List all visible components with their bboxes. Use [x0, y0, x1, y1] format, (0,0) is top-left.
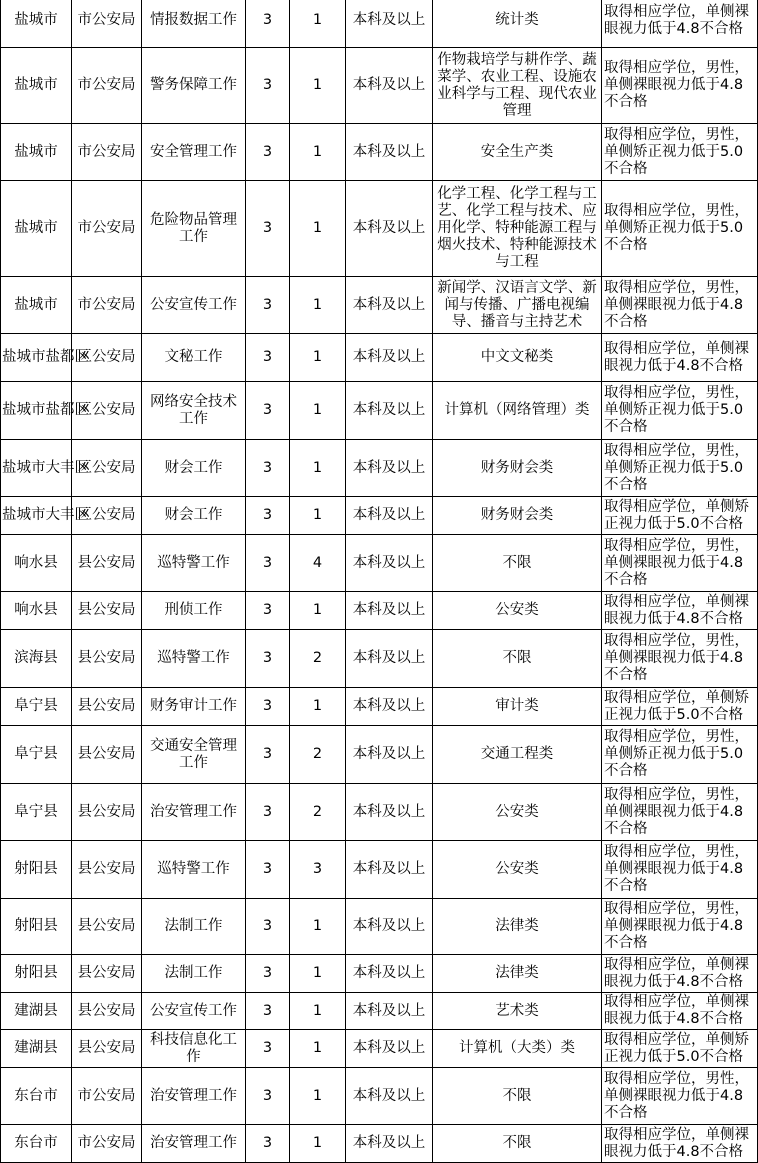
remark-cell: 取得相应学位，男性，单侧矫正视力低于5.0不合格: [602, 382, 758, 440]
unit-cell: 市公安局: [72, 277, 142, 334]
education-cell: 本科及以上: [346, 592, 433, 630]
exam-category-cell: 3: [246, 382, 290, 440]
position-cell: 巡特警工作: [142, 535, 246, 592]
table-row: [1, 955, 758, 993]
city-cell: 建湖县: [1, 1030, 72, 1068]
table-row: [1, 726, 758, 784]
exam-category-cell: 3: [246, 277, 290, 334]
city-cell: 东台市: [1, 1068, 72, 1125]
unit-cell: 市公安局: [72, 181, 142, 277]
remark-cell: 取得相应学位，男性，单侧裸眼视力低于4.8不合格: [602, 48, 758, 124]
remark-cell: 取得相应学位，男性，单侧裸眼视力低于4.8不合格: [602, 784, 758, 841]
recruit-count-cell: 1: [290, 1125, 346, 1163]
education-cell: 本科及以上: [346, 535, 433, 592]
table-row: [1, 1030, 758, 1068]
recruit-count-cell: 1: [290, 899, 346, 955]
education-cell: 本科及以上: [346, 382, 433, 440]
table-row: [1, 535, 758, 592]
remark-cell: 取得相应学位，单侧矫正视力低于5.0不合格: [602, 1030, 758, 1068]
major-cell: 不限: [433, 1125, 602, 1163]
unit-cell: 区公安局: [72, 334, 142, 382]
unit-cell: 县公安局: [72, 899, 142, 955]
major-cell: 公安类: [433, 592, 602, 630]
major-cell: 作物栽培学与耕作学、蔬菜学、农业工程、设施农业科学与工程、现代农业管理: [433, 48, 602, 124]
position-cell: 财会工作: [142, 440, 246, 497]
exam-category-cell: 3: [246, 955, 290, 993]
exam-category-cell: 3: [246, 0, 290, 48]
major-cell: 审计类: [433, 688, 602, 726]
table-row: [1, 993, 758, 1030]
remark-cell: 取得相应学位，单侧裸眼视力低于4.8不合格: [602, 993, 758, 1030]
recruit-count-cell: 1: [290, 955, 346, 993]
position-cell: 财会工作: [142, 497, 246, 535]
position-cell: 法制工作: [142, 899, 246, 955]
education-cell: 本科及以上: [346, 784, 433, 841]
education-cell: 本科及以上: [346, 1068, 433, 1125]
recruit-count-cell: 1: [290, 334, 346, 382]
remark-cell: 取得相应学位，男性，单侧矫正视力低于5.0不合格: [602, 124, 758, 181]
major-cell: 公安类: [433, 784, 602, 841]
position-cell: 安全管理工作: [142, 124, 246, 181]
position-cell: 治安管理工作: [142, 1125, 246, 1163]
exam-category-cell: 3: [246, 726, 290, 784]
exam-category-cell: 3: [246, 440, 290, 497]
table-row: [1, 124, 758, 181]
city-cell: 盐城市大丰区: [1, 497, 72, 535]
city-cell: 射阳县: [1, 955, 72, 993]
recruit-count-cell: 1: [290, 0, 346, 48]
city-cell: 响水县: [1, 535, 72, 592]
position-cell: 公安宣传工作: [142, 993, 246, 1030]
major-cell: 法律类: [433, 899, 602, 955]
education-cell: 本科及以上: [346, 726, 433, 784]
exam-category-cell: 3: [246, 993, 290, 1030]
major-cell: 化学工程、化学工程与工艺、化学工程与技术、应用化学、特种能源工程与烟火技术、特种能源技术与工程: [433, 181, 602, 277]
major-cell: 公安类: [433, 841, 602, 899]
major-cell: 新闻学、汉语言文学、新闻与传播、广播电视编导、播音与主持艺术: [433, 277, 602, 334]
major-cell: 计算机（网络管理）类: [433, 382, 602, 440]
unit-cell: 县公安局: [72, 726, 142, 784]
table-row: [1, 440, 758, 497]
exam-category-cell: 3: [246, 1125, 290, 1163]
recruit-count-cell: 1: [290, 497, 346, 535]
city-cell: 盐城市: [1, 0, 72, 48]
recruit-count-cell: 1: [290, 124, 346, 181]
recruit-count-cell: 2: [290, 630, 346, 688]
education-cell: 本科及以上: [346, 0, 433, 48]
education-cell: 本科及以上: [346, 955, 433, 993]
recruit-count-cell: 1: [290, 181, 346, 277]
education-cell: 本科及以上: [346, 899, 433, 955]
major-cell: 安全生产类: [433, 124, 602, 181]
city-cell: 响水县: [1, 592, 72, 630]
exam-category-cell: 3: [246, 497, 290, 535]
position-cell: 交通安全管理工作: [142, 726, 246, 784]
remark-cell: 取得相应学位，单侧裸眼视力低于4.8不合格: [602, 955, 758, 993]
position-cell: 治安管理工作: [142, 1068, 246, 1125]
major-cell: 不限: [433, 630, 602, 688]
remark-cell: 取得相应学位，男性，单侧矫正视力低于5.0不合格: [602, 181, 758, 277]
position-cell: 刑侦工作: [142, 592, 246, 630]
education-cell: 本科及以上: [346, 630, 433, 688]
unit-cell: 市公安局: [72, 1125, 142, 1163]
table-row: [1, 0, 758, 48]
remark-cell: 取得相应学位，单侧矫正视力低于5.0不合格: [602, 688, 758, 726]
table-row: [1, 784, 758, 841]
recruit-count-cell: 1: [290, 688, 346, 726]
education-cell: 本科及以上: [346, 277, 433, 334]
education-cell: 本科及以上: [346, 440, 433, 497]
city-cell: 盐城市盐都区: [1, 382, 72, 440]
position-cell: 法制工作: [142, 955, 246, 993]
recruit-count-cell: 1: [290, 277, 346, 334]
remark-cell: 取得相应学位，男性，单侧矫正视力低于5.0不合格: [602, 440, 758, 497]
remark-cell: 取得相应学位，男性，单侧裸眼视力低于4.8不合格: [602, 899, 758, 955]
remark-cell: 取得相应学位，单侧裸眼视力低于4.8不合格: [602, 334, 758, 382]
unit-cell: 市公安局: [72, 0, 142, 48]
city-cell: 阜宁县: [1, 726, 72, 784]
position-cell: 财务审计工作: [142, 688, 246, 726]
city-cell: 滨海县: [1, 630, 72, 688]
unit-cell: 县公安局: [72, 630, 142, 688]
major-cell: 统计类: [433, 0, 602, 48]
remark-cell: 取得相应学位，单侧矫正视力低于5.0不合格: [602, 497, 758, 535]
education-cell: 本科及以上: [346, 497, 433, 535]
recruit-count-cell: 1: [290, 440, 346, 497]
major-cell: 财务财会类: [433, 440, 602, 497]
exam-category-cell: 3: [246, 899, 290, 955]
exam-category-cell: 3: [246, 535, 290, 592]
remark-cell: 取得相应学位，男性，单侧裸眼视力低于4.8不合格: [602, 277, 758, 334]
unit-cell: 县公安局: [72, 688, 142, 726]
table-row: [1, 277, 758, 334]
city-cell: 盐城市: [1, 124, 72, 181]
exam-category-cell: 3: [246, 48, 290, 124]
education-cell: 本科及以上: [346, 181, 433, 277]
table-row: [1, 382, 758, 440]
education-cell: 本科及以上: [346, 334, 433, 382]
position-cell: 科技信息化工作: [142, 1030, 246, 1068]
table-row: [1, 592, 758, 630]
city-cell: 盐城市: [1, 48, 72, 124]
exam-category-cell: 3: [246, 630, 290, 688]
city-cell: 射阳县: [1, 841, 72, 899]
city-cell: 盐城市大丰区: [1, 440, 72, 497]
unit-cell: 县公安局: [72, 1030, 142, 1068]
position-cell: 巡特警工作: [142, 630, 246, 688]
recruit-count-cell: 2: [290, 784, 346, 841]
position-cell: 危险物品管理工作: [142, 181, 246, 277]
education-cell: 本科及以上: [346, 1125, 433, 1163]
table-row: [1, 497, 758, 535]
remark-cell: 取得相应学位，单侧裸眼视力低于4.8不合格: [602, 0, 758, 48]
remark-cell: 取得相应学位，男性，单侧裸眼视力低于4.8不合格: [602, 630, 758, 688]
city-cell: 盐城市: [1, 181, 72, 277]
remark-cell: 取得相应学位，单侧裸眼视力低于4.8不合格: [602, 1125, 758, 1163]
recruit-count-cell: 3: [290, 841, 346, 899]
position-cell: 文秘工作: [142, 334, 246, 382]
exam-category-cell: 3: [246, 124, 290, 181]
exam-category-cell: 3: [246, 1030, 290, 1068]
unit-cell: 市公安局: [72, 1068, 142, 1125]
exam-category-cell: 3: [246, 181, 290, 277]
recruit-count-cell: 2: [290, 726, 346, 784]
unit-cell: 县公安局: [72, 955, 142, 993]
major-cell: 不限: [433, 535, 602, 592]
exam-category-cell: 3: [246, 592, 290, 630]
position-cell: 情报数据工作: [142, 0, 246, 48]
city-cell: 东台市: [1, 1125, 72, 1163]
city-cell: 盐城市盐都区: [1, 334, 72, 382]
recruit-count-cell: 1: [290, 592, 346, 630]
education-cell: 本科及以上: [346, 688, 433, 726]
recruit-count-cell: 1: [290, 48, 346, 124]
recruit-count-cell: 4: [290, 535, 346, 592]
exam-category-cell: 3: [246, 688, 290, 726]
education-cell: 本科及以上: [346, 1030, 433, 1068]
exam-category-cell: 3: [246, 334, 290, 382]
position-cell: 网络安全技术工作: [142, 382, 246, 440]
table-row: [1, 1125, 758, 1163]
major-cell: 不限: [433, 1068, 602, 1125]
table-row: [1, 1068, 758, 1125]
remark-cell: 取得相应学位，男性，单侧裸眼视力低于4.8不合格: [602, 535, 758, 592]
remark-cell: 取得相应学位，单侧裸眼视力低于4.8不合格: [602, 592, 758, 630]
table-row: [1, 48, 758, 124]
unit-cell: 县公安局: [72, 993, 142, 1030]
education-cell: 本科及以上: [346, 48, 433, 124]
unit-cell: 区公安局: [72, 440, 142, 497]
unit-cell: 县公安局: [72, 784, 142, 841]
city-cell: 阜宁县: [1, 784, 72, 841]
recruit-count-cell: 1: [290, 1068, 346, 1125]
major-cell: 交通工程类: [433, 726, 602, 784]
remark-cell: 取得相应学位，男性，单侧裸眼视力低于4.8不合格: [602, 841, 758, 899]
exam-category-cell: 3: [246, 1068, 290, 1125]
recruit-count-cell: 1: [290, 993, 346, 1030]
table-row: [1, 688, 758, 726]
table-row: [1, 181, 758, 277]
table-row: [1, 334, 758, 382]
major-cell: 法律类: [433, 955, 602, 993]
unit-cell: 市公安局: [72, 48, 142, 124]
recruit-count-cell: 1: [290, 382, 346, 440]
major-cell: 中文文秘类: [433, 334, 602, 382]
position-cell: 治安管理工作: [142, 784, 246, 841]
position-cell: 巡特警工作: [142, 841, 246, 899]
unit-cell: 区公安局: [72, 382, 142, 440]
city-cell: 盐城市: [1, 277, 72, 334]
city-cell: 阜宁县: [1, 688, 72, 726]
major-cell: 计算机（大类）类: [433, 1030, 602, 1068]
education-cell: 本科及以上: [346, 841, 433, 899]
unit-cell: 县公安局: [72, 841, 142, 899]
unit-cell: 县公安局: [72, 592, 142, 630]
unit-cell: 市公安局: [72, 124, 142, 181]
table-row: [1, 630, 758, 688]
table-row: [1, 899, 758, 955]
remark-cell: 取得相应学位，男性，单侧矫正视力低于5.0不合格: [602, 726, 758, 784]
recruit-count-cell: 1: [290, 1030, 346, 1068]
position-cell: 公安宣传工作: [142, 277, 246, 334]
major-cell: 艺术类: [433, 993, 602, 1030]
city-cell: 射阳县: [1, 899, 72, 955]
table-body: [1, 0, 758, 1163]
education-cell: 本科及以上: [346, 124, 433, 181]
remark-cell: 取得相应学位，男性，单侧裸眼视力低于4.8不合格: [602, 1068, 758, 1125]
major-cell: 财务财会类: [433, 497, 602, 535]
city-cell: 建湖县: [1, 993, 72, 1030]
exam-category-cell: 3: [246, 841, 290, 899]
unit-cell: 县公安局: [72, 535, 142, 592]
exam-category-cell: 3: [246, 784, 290, 841]
unit-cell: 区公安局: [72, 497, 142, 535]
position-cell: 警务保障工作: [142, 48, 246, 124]
education-cell: 本科及以上: [346, 993, 433, 1030]
table-row: [1, 841, 758, 899]
